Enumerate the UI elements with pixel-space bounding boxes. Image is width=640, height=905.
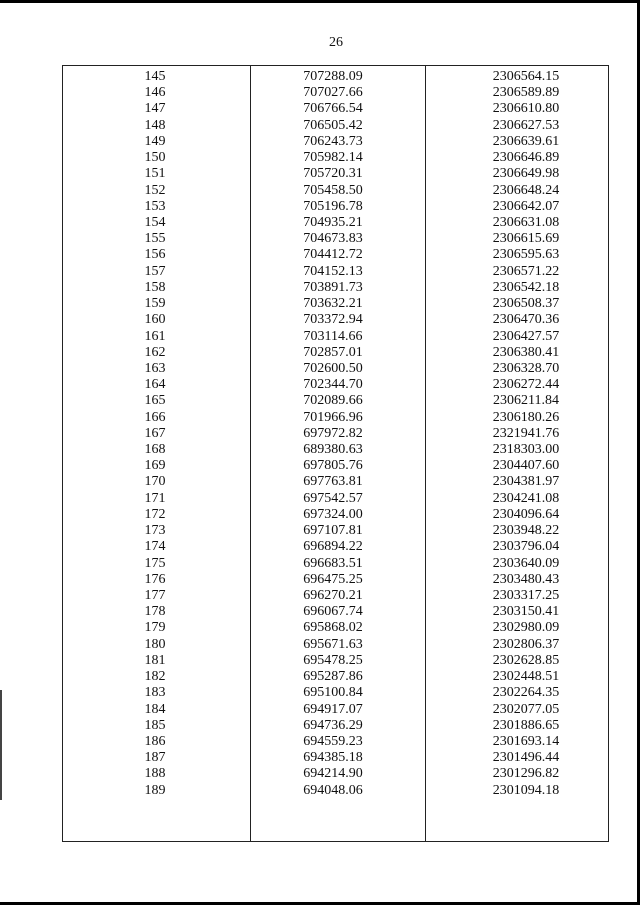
y-coordinate-cell: 2301886.65 bbox=[492, 717, 560, 733]
table-row bbox=[63, 312, 608, 328]
table-row bbox=[63, 458, 608, 474]
y-coordinate-cell: 2306508.37 bbox=[492, 296, 560, 312]
point-number-cell: 168 bbox=[144, 442, 166, 458]
x-coordinate-cell: 695671.63 bbox=[303, 636, 363, 652]
x-coordinate-cell: 689380.63 bbox=[303, 442, 363, 458]
point-number-cell: 189 bbox=[144, 782, 166, 798]
x-coordinate-cell: 694917.07 bbox=[303, 701, 363, 717]
x-coordinate-cell: 694736.29 bbox=[303, 717, 363, 733]
y-coordinate-cell: 2306542.18 bbox=[492, 279, 560, 295]
y-coordinate-cell: 2306610.80 bbox=[492, 101, 560, 117]
table-row bbox=[63, 783, 608, 799]
table-row bbox=[63, 620, 608, 636]
point-number-cell: 163 bbox=[144, 360, 166, 376]
point-number-cell: 169 bbox=[144, 458, 166, 474]
point-number-cell: 153 bbox=[144, 198, 166, 214]
x-coordinate-cell: 702600.50 bbox=[303, 360, 363, 376]
table-row bbox=[63, 718, 608, 734]
y-coordinate-cell: 2306595.63 bbox=[492, 247, 560, 263]
table-row bbox=[63, 572, 608, 588]
x-coordinate-cell: 705720.31 bbox=[303, 166, 363, 182]
table-row bbox=[63, 150, 608, 166]
table-row bbox=[63, 166, 608, 182]
y-coordinate-cell: 2321941.76 bbox=[492, 425, 560, 441]
table-row bbox=[63, 264, 608, 280]
table-row bbox=[63, 85, 608, 101]
x-coordinate-cell: 703372.94 bbox=[303, 312, 363, 328]
y-coordinate-cell: 2306646.89 bbox=[492, 150, 560, 166]
y-coordinate-cell: 2306639.61 bbox=[492, 133, 560, 149]
table-row bbox=[63, 410, 608, 426]
table-row bbox=[63, 329, 608, 345]
x-coordinate-cell: 695478.25 bbox=[303, 652, 363, 668]
x-coordinate-cell: 696475.25 bbox=[303, 571, 363, 587]
point-number-cell: 147 bbox=[144, 101, 166, 117]
point-number-cell: 155 bbox=[144, 231, 166, 247]
y-coordinate-cell: 2303640.09 bbox=[492, 555, 560, 571]
table-row bbox=[63, 669, 608, 685]
y-coordinate-cell: 2306589.89 bbox=[492, 85, 560, 101]
y-coordinate-cell: 2306211.84 bbox=[493, 393, 559, 409]
table-row bbox=[63, 750, 608, 766]
point-number-cell: 150 bbox=[144, 150, 166, 166]
y-coordinate-cell: 2302077.05 bbox=[492, 701, 560, 717]
point-number-cell: 156 bbox=[144, 247, 166, 263]
y-coordinate-cell: 2303796.04 bbox=[492, 539, 560, 555]
table-row bbox=[63, 523, 608, 539]
table-row bbox=[63, 247, 608, 263]
table-row bbox=[63, 361, 608, 377]
x-coordinate-cell: 697972.82 bbox=[303, 425, 363, 441]
point-number-cell: 182 bbox=[144, 669, 166, 685]
x-coordinate-cell: 694559.23 bbox=[303, 733, 363, 749]
y-coordinate-cell: 2306470.36 bbox=[492, 312, 560, 328]
point-number-cell: 149 bbox=[144, 133, 166, 149]
y-coordinate-cell: 2304381.97 bbox=[492, 474, 560, 490]
point-number-cell: 181 bbox=[144, 652, 166, 668]
y-coordinate-cell: 2304241.08 bbox=[492, 490, 560, 506]
x-coordinate-cell: 696067.74 bbox=[303, 604, 363, 620]
y-coordinate-cell: 2306571.22 bbox=[492, 263, 560, 279]
table-row bbox=[63, 101, 608, 117]
table-row bbox=[63, 604, 608, 620]
x-coordinate-cell: 694214.90 bbox=[303, 766, 363, 782]
x-coordinate-cell: 706505.42 bbox=[303, 117, 363, 133]
x-coordinate-cell: 706766.54 bbox=[303, 101, 363, 117]
x-coordinate-cell: 695868.02 bbox=[303, 620, 363, 636]
point-number-cell: 175 bbox=[144, 555, 166, 571]
table-row bbox=[63, 491, 608, 507]
x-coordinate-cell: 696683.51 bbox=[303, 555, 363, 571]
x-coordinate-cell: 707027.66 bbox=[303, 85, 363, 101]
point-number-cell: 158 bbox=[144, 279, 166, 295]
y-coordinate-cell: 2303948.22 bbox=[492, 523, 560, 539]
y-coordinate-cell: 2306642.07 bbox=[492, 198, 560, 214]
y-coordinate-cell: 2306564.15 bbox=[492, 69, 560, 84]
table-row bbox=[63, 685, 608, 701]
point-number-cell: 154 bbox=[144, 214, 166, 230]
x-coordinate-cell: 705196.78 bbox=[303, 198, 363, 214]
table-row bbox=[63, 588, 608, 604]
point-number-cell: 157 bbox=[144, 263, 166, 279]
point-number-cell: 170 bbox=[144, 474, 166, 490]
y-coordinate-cell: 2318303.00 bbox=[492, 442, 560, 458]
table-row bbox=[63, 637, 608, 653]
y-coordinate-cell: 2301496.44 bbox=[492, 750, 560, 766]
point-number-cell: 187 bbox=[144, 750, 166, 766]
x-coordinate-cell: 704935.21 bbox=[303, 214, 363, 230]
table-row bbox=[63, 442, 608, 458]
table-row bbox=[63, 393, 608, 409]
point-number-cell: 183 bbox=[144, 685, 166, 701]
y-coordinate-cell: 2302448.51 bbox=[492, 669, 560, 685]
table-row bbox=[63, 734, 608, 750]
point-number-cell: 167 bbox=[144, 425, 166, 441]
table-row bbox=[63, 556, 608, 572]
y-coordinate-cell: 2306631.08 bbox=[492, 214, 560, 230]
x-coordinate-cell: 702344.70 bbox=[303, 377, 363, 393]
y-coordinate-cell: 2306380.41 bbox=[492, 344, 560, 360]
x-coordinate-cell: 694385.18 bbox=[303, 750, 363, 766]
x-coordinate-cell: 703891.73 bbox=[303, 279, 363, 295]
y-coordinate-cell: 2303317.25 bbox=[492, 588, 560, 603]
y-coordinate-cell: 2301693.14 bbox=[492, 733, 560, 749]
x-coordinate-cell: 704412.72 bbox=[303, 247, 363, 263]
x-coordinate-cell: 703114.66 bbox=[303, 328, 363, 344]
x-coordinate-cell: 705982.14 bbox=[303, 150, 363, 166]
y-coordinate-cell: 2306427.57 bbox=[492, 328, 560, 344]
table-row bbox=[63, 426, 608, 442]
coordinate-table bbox=[62, 65, 609, 842]
table-row bbox=[63, 69, 608, 85]
table-body bbox=[63, 69, 608, 799]
point-number-cell: 145 bbox=[144, 69, 166, 84]
x-coordinate-cell: 705458.50 bbox=[303, 182, 363, 198]
point-number-cell: 174 bbox=[144, 539, 166, 555]
y-coordinate-cell: 2302628.85 bbox=[492, 652, 560, 668]
y-coordinate-cell: 2306649.98 bbox=[492, 166, 560, 182]
point-number-cell: 164 bbox=[144, 377, 166, 393]
point-number-cell: 176 bbox=[144, 571, 166, 587]
x-coordinate-cell: 696894.22 bbox=[303, 539, 363, 555]
y-coordinate-cell: 2301296.82 bbox=[492, 766, 560, 782]
point-number-cell: 148 bbox=[144, 117, 166, 133]
x-coordinate-cell: 694048.06 bbox=[303, 782, 363, 798]
y-coordinate-cell: 2303480.43 bbox=[492, 571, 560, 587]
x-coordinate-cell: 697324.00 bbox=[303, 506, 363, 522]
y-coordinate-cell: 2306328.70 bbox=[492, 360, 560, 376]
point-number-cell: 152 bbox=[144, 182, 166, 198]
table-row bbox=[63, 507, 608, 523]
y-coordinate-cell: 2306272.44 bbox=[492, 377, 560, 393]
x-coordinate-cell: 696270.21 bbox=[303, 588, 363, 603]
table-row bbox=[63, 377, 608, 393]
point-number-cell: 184 bbox=[144, 701, 166, 717]
point-number-cell: 173 bbox=[144, 523, 166, 539]
table-row bbox=[63, 199, 608, 215]
point-number-cell: 166 bbox=[144, 409, 166, 425]
x-coordinate-cell: 707288.09 bbox=[303, 69, 363, 84]
point-number-cell: 178 bbox=[144, 604, 166, 620]
table-row bbox=[63, 134, 608, 150]
table-row bbox=[63, 766, 608, 782]
x-coordinate-cell: 702857.01 bbox=[303, 344, 363, 360]
point-number-cell: 146 bbox=[144, 85, 166, 101]
table-row bbox=[63, 702, 608, 718]
x-coordinate-cell: 695100.84 bbox=[303, 685, 363, 701]
x-coordinate-cell: 706243.73 bbox=[303, 133, 363, 149]
x-coordinate-cell: 704673.83 bbox=[303, 231, 363, 247]
point-number-cell: 172 bbox=[144, 506, 166, 522]
x-coordinate-cell: 697542.57 bbox=[303, 490, 363, 506]
point-number-cell: 171 bbox=[144, 490, 166, 506]
scan-border-top bbox=[0, 0, 640, 3]
table-row bbox=[63, 539, 608, 555]
point-number-cell: 188 bbox=[144, 766, 166, 782]
y-coordinate-cell: 2301094.18 bbox=[492, 782, 560, 798]
y-coordinate-cell: 2304407.60 bbox=[492, 458, 560, 474]
point-number-cell: 180 bbox=[144, 636, 166, 652]
y-coordinate-cell: 2302264.35 bbox=[492, 685, 560, 701]
table-row bbox=[63, 183, 608, 199]
point-number-cell: 186 bbox=[144, 733, 166, 749]
table-row bbox=[63, 296, 608, 312]
point-number-cell: 165 bbox=[144, 393, 166, 409]
table-row bbox=[63, 215, 608, 231]
x-coordinate-cell: 697805.76 bbox=[303, 458, 363, 474]
point-number-cell: 162 bbox=[144, 344, 166, 360]
scan-border-left bbox=[0, 690, 2, 800]
x-coordinate-cell: 701966.96 bbox=[303, 409, 363, 425]
point-number-cell: 159 bbox=[144, 296, 166, 312]
point-number-cell: 177 bbox=[144, 588, 166, 603]
y-coordinate-cell: 2302806.37 bbox=[492, 636, 560, 652]
x-coordinate-cell: 704152.13 bbox=[303, 263, 363, 279]
point-number-cell: 151 bbox=[144, 166, 166, 182]
table-row bbox=[63, 231, 608, 247]
table-row bbox=[63, 280, 608, 296]
point-number-cell: 179 bbox=[144, 620, 166, 636]
y-coordinate-cell: 2306615.69 bbox=[492, 231, 560, 247]
table-row bbox=[63, 653, 608, 669]
point-number-cell: 160 bbox=[144, 312, 166, 328]
x-coordinate-cell: 697763.81 bbox=[303, 474, 363, 490]
x-coordinate-cell: 702089.66 bbox=[303, 393, 363, 409]
point-number-cell: 185 bbox=[144, 717, 166, 733]
y-coordinate-cell: 2306648.24 bbox=[492, 182, 560, 198]
y-coordinate-cell: 2306180.26 bbox=[492, 409, 560, 425]
y-coordinate-cell: 2303150.41 bbox=[492, 604, 560, 620]
y-coordinate-cell: 2302980.09 bbox=[492, 620, 560, 636]
x-coordinate-cell: 695287.86 bbox=[303, 669, 363, 685]
table-row bbox=[63, 118, 608, 134]
page-number: 26 bbox=[329, 35, 343, 50]
table-row bbox=[63, 474, 608, 490]
y-coordinate-cell: 2306627.53 bbox=[492, 117, 560, 133]
table-row bbox=[63, 345, 608, 361]
point-number-cell: 161 bbox=[144, 328, 166, 344]
y-coordinate-cell: 2304096.64 bbox=[492, 506, 560, 522]
x-coordinate-cell: 697107.81 bbox=[303, 523, 363, 539]
x-coordinate-cell: 703632.21 bbox=[303, 296, 363, 312]
